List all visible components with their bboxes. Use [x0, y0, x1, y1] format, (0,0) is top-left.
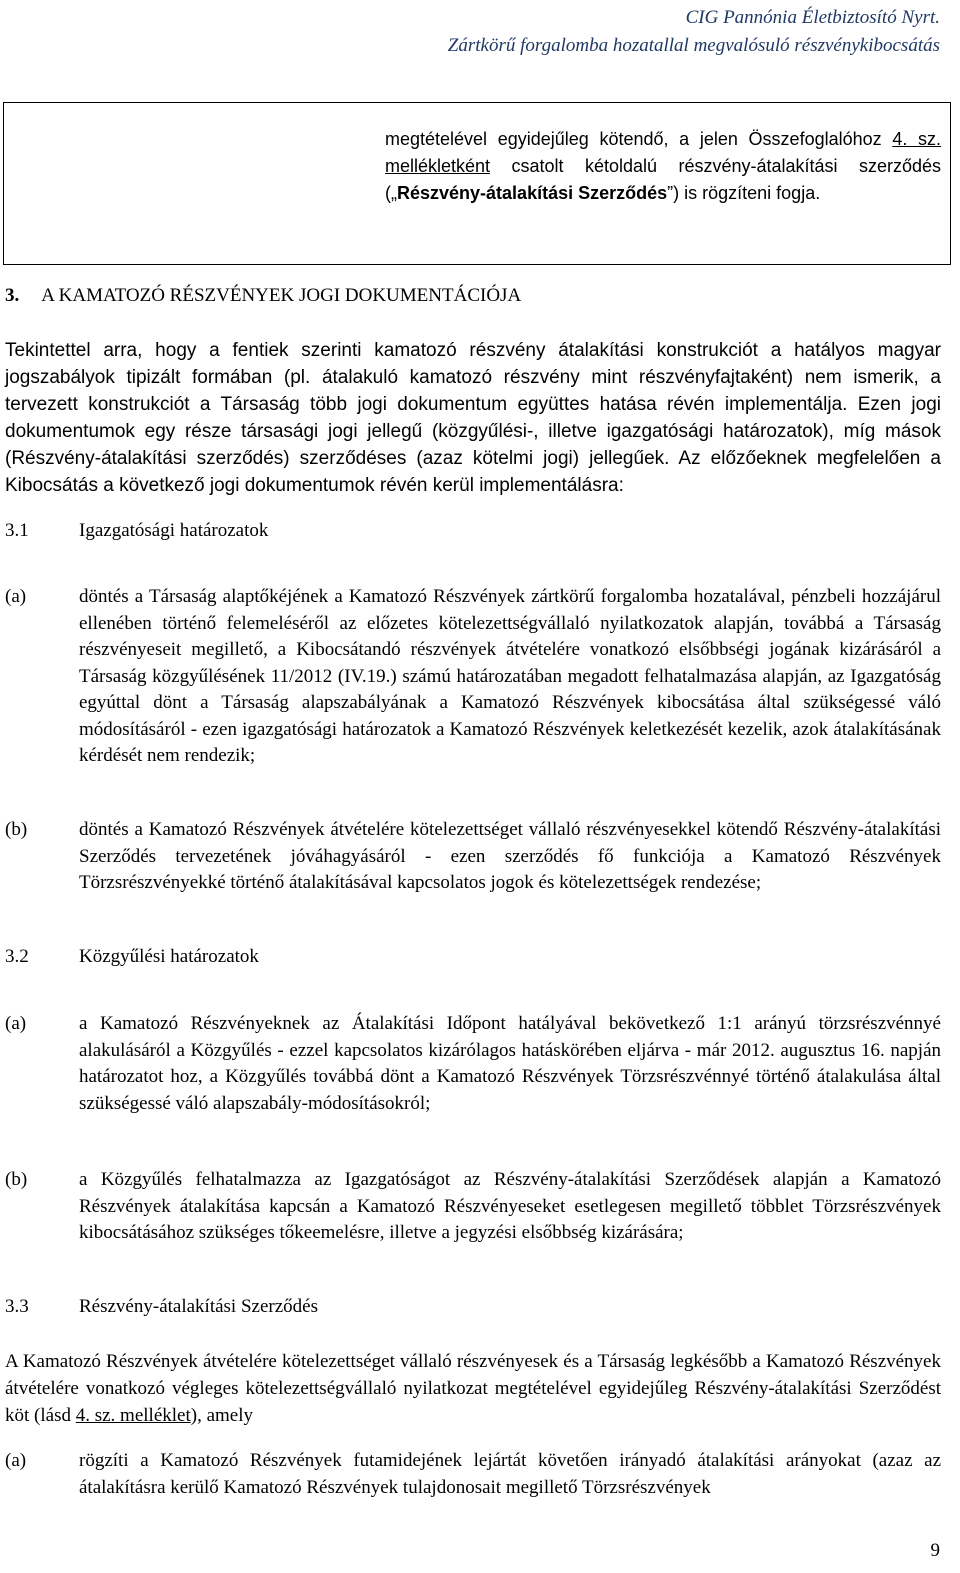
subsection-3-3-paragraph: A Kamatozó Részvények átvételére kötelezettséget vállaló részvényesek és a Társaság legkésőbb a Kamatozó Részvények átvételére vonatkozó végleges kötelezettségvállaló nyilatkozat megtételével egyidejűleg Részvény-átalakítási Szerződést köt (lásd 4. sz. melléklet), amely	[5, 1351, 941, 1426]
document-subtitle: Zártkörű forgalomba hozatallal megvalósuló részvénykibocsátás	[447, 35, 940, 56]
subsection-3-1-heading: 3.1 Igazgatósági határozatok	[5, 520, 269, 541]
list-item: (a) rögzíti a Kamatozó Részvények futamidejének lejártát követően irányadó átalakítási arányokat (azaz az átalakításra kerülő Kamatozó Részvények tulajdonosait megillető Törzsrészvények	[5, 1450, 941, 1498]
list-item: (b) a Közgyűlés felhatalmazza az Igazgatóságot az Részvény-átalakítási Szerződések alapján a Kamatozó Részvények átalakítása kapcsán a Kamatozó Részvényeseket esetlegesen megillető többlet Törzsrészvények kibocsátásához szükséges tőkeemelésre, illetve a jegyzési elsőbbség kizárására;	[5, 1169, 941, 1243]
page-number: 9	[930, 1540, 940, 1561]
section-heading: 3. A KAMATOZÓ RÉSZVÉNYEK JOGI DOKUMENTÁCIÓJA	[5, 285, 522, 306]
list-item: (a) a Kamatozó Részvényeknek az Átalakítási Időpont hatályával bekövetkező 1:1 arányú törzsrészvénnyé alakulásáról a Közgyűlés - ezzel kapcsolatos kizárólagos hatáskörében eljárva - már 2012. augusztus 16. napján határozatot hoz, a Közgyűlés továbbá dönt a Kamatozó Részvények Törzsrészvénnyé történő átalakulása által szükségessé váló alapszabály-módosításokról;	[5, 1013, 941, 1114]
annex-link[interactable]: 4. sz. mellékletként	[385, 129, 941, 176]
annex-link[interactable]: 4. sz. melléklet	[75, 1405, 191, 1426]
section-intro: Tekintettel arra, hogy a fentiek szerinti kamatozó részvény átalakítási konstrukciót a hatályos magyar jogszabályok tipizált formában (pl. átalakuló kamatozó részvény mint részvényfajtaként) nem ismerik, a tervezett konstrukciót a Társaság több jogi dokumentum együttes hatása révén implementálja. Ezen jogi dokumentumok egy része társasági jogi jellegű (közgyűlési-, illetve igazgatósági határozatok), míg mások (Részvény-átalakítási szerződés) szerződéses (azaz kötelmi jogi) jellegűek. Az előzőeknek megfelelően a Kibocsátás a következő jogi dokumentumok révén kerül implementálásra:	[5, 340, 941, 496]
subsection-3-3-heading: 3.3 Részvény-átalakítási Szerződés	[5, 1296, 318, 1317]
page-header	[448, 4, 940, 60]
list-item: (a) döntés a Társaság alaptőkéjének a Kamatozó Részvények zártkörű forgalomba hozatalával, pénzbeli hozzájárul ellenében történő felemeléséről az előzetes kötelezettségvállaló nyilatkozatok alapján, továbbá a Társaság részvényeseit megillető, a Kibocsátandó részvények átvételére vonatkozó elsőbbségi jogának kizárásáról a Társaság közgyűlésének 11/2012 (IV.19.) számú határozatában megadott felhatalmazása alapján, az Igazgatóság egyúttal dönt a Társaság alapszabályának a Kamatozó Részvények kibocsátása által szükségessé váló módosításáról - ezen igazgatósági határozatok a Kamatozó Részvények keletkezését kezelik, azok átalakításának kérdését nem rendezik;	[5, 586, 941, 766]
company-name: CIG Pannónia Életbiztosító Nyrt.	[685, 7, 940, 28]
list-item: (b) döntés a Kamatozó Részvények átvételére kötelezettséget vállaló részvényesekkel kötendő Részvény-átalakítási Szerződés tervezetének jóváhagyásáról - ezen szerződés fő funkciója a Kamatozó Részvények Törzsrészvényekké történő átalakításával kapcsolatos jogok és kötelezettségek rendezése;	[5, 819, 941, 893]
subsection-3-2-heading: 3.2 Közgyűlési határozatok	[5, 946, 259, 967]
table-cell-text: megtételével egyidejűleg kötendő, a jelen Összefoglalóhoz 4. sz. mellékletként csatolt kétoldalú részvény-átalakítási szerződés („Részvény-átalakítási Szerződés”) is rögzíteni fogja.	[385, 129, 941, 203]
